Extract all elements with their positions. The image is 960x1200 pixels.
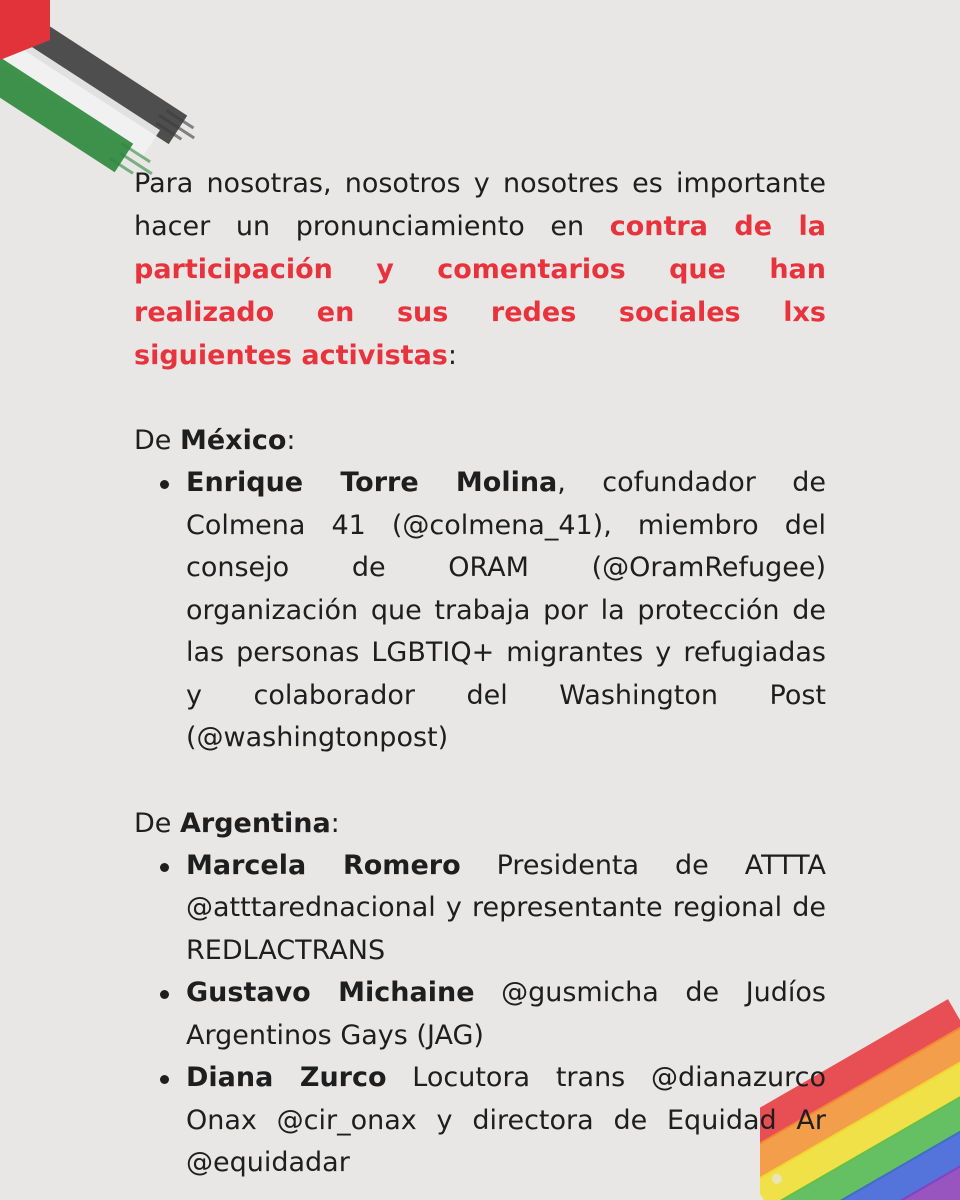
intro-lead: Para nosotras, nosotros y nosotres es importante hacer un pronunciamiento en	[134, 168, 826, 242]
section-suffix: :	[330, 807, 340, 839]
section-heading-argentina	[134, 802, 826, 845]
activist-name: Marcela Romero	[186, 849, 461, 881]
activist-description: , cofundador de Colmena 41 (@colmena_41), miembro del consejo de ORAM (@OramRefugee) organización que trabaja por la protección de las personas LGBTIQ+ migrantes y refugiadas y colaborador del Washington Post (@washingtonpost)	[186, 467, 826, 753]
activist-description: @gusmicha de Judíos Argentinos Gays (JAG)	[186, 977, 826, 1051]
intro-paragraph	[134, 162, 826, 377]
country-mexico: México	[179, 425, 287, 456]
activist-name: Enrique Torre Molina	[186, 467, 558, 498]
activist-name: Gustavo Michaine	[186, 977, 475, 1008]
bullet-icon	[160, 480, 169, 489]
statement-content	[134, 162, 826, 1185]
activist-description: Locutora trans @dianazurco Onax @cir_onax y directora de Equidad Ar @equidadar	[186, 1062, 826, 1178]
section-suffix: :	[286, 425, 296, 456]
activist-item	[134, 1057, 826, 1185]
activist-item	[134, 462, 826, 760]
activist-item	[134, 845, 826, 973]
intro-highlight: contra de la participación y comentarios que han realizado en sus redes sociales lxs siguientes activistas	[134, 211, 826, 371]
bullet-icon	[160, 1075, 169, 1084]
activist-item	[134, 972, 826, 1057]
bullet-icon	[160, 863, 169, 872]
palestine-flag-decoration	[0, 0, 200, 180]
intro-tail: :	[447, 340, 457, 371]
activist-name: Diana Zurco	[186, 1062, 387, 1093]
section-heading-mexico	[134, 419, 826, 462]
section-prefix: De	[134, 807, 180, 839]
activist-list-argentina	[134, 845, 826, 1185]
bullet-icon	[160, 990, 169, 999]
activist-list-mexico	[134, 462, 826, 760]
country-argentina: Argentina	[179, 807, 331, 839]
section-prefix: De	[134, 425, 180, 456]
activist-description: Presidenta de ATTTA @atttarednacional y representante regional de REDLACTRANS	[186, 849, 827, 966]
